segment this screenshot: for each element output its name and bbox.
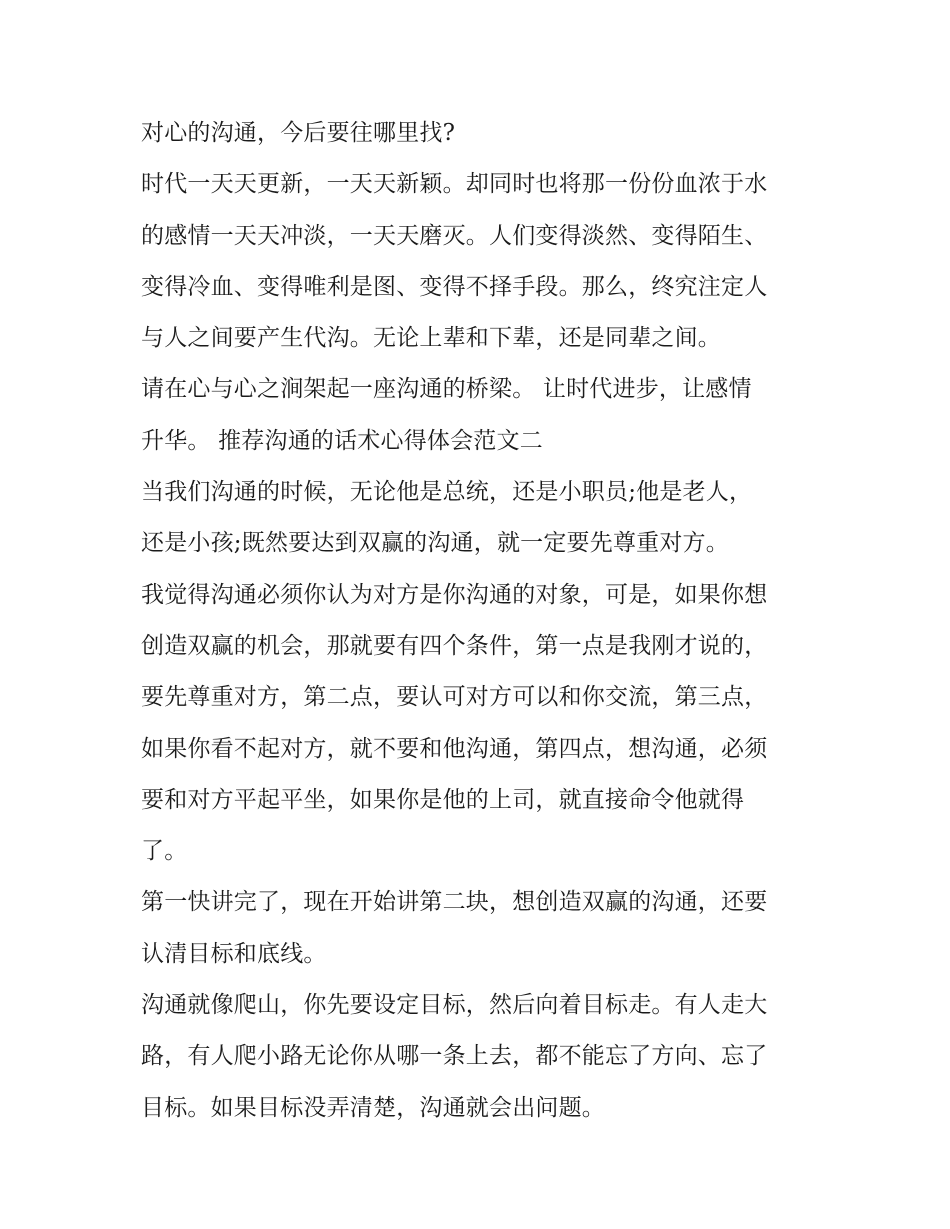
text-line: 路，有人爬小路无论你从哪一条上去，都不能忘了方向、忘了 <box>141 1043 768 1070</box>
paragraph-2 <box>141 159 821 364</box>
text-line: 的感情一天天冲淡，一天天磨灭。人们变得淡然、变得陌生、 <box>141 222 768 249</box>
text-line: 如果你看不起对方，就不要和他沟通，第四点，想沟通，必须 <box>141 735 768 762</box>
text-line: 请在心与心之涧架起一座沟通的桥梁。 让时代进步，让感情 <box>141 376 752 403</box>
text-line: 当我们沟通的时候，无论他是总统，还是小职员;他是老人， <box>141 479 753 506</box>
text-line: 要和对方平起平坐，如果你是他的上司，就直接命令他就得 <box>141 786 745 813</box>
text-line: 升华。 推荐沟通的话术心得体会范文二 <box>141 427 543 454</box>
document-body <box>141 108 821 1134</box>
paragraph-6 <box>141 877 821 980</box>
paragraph-3 <box>141 364 821 467</box>
text-line: 时代一天天更新，一天天新颖。却同时也将那一份份血浓于水 <box>141 171 768 198</box>
paragraph-4 <box>141 467 821 570</box>
text-line: 第一快讲完了，现在开始讲第二块，想创造双赢的沟通，还要 <box>141 889 768 916</box>
text-line: 我觉得沟通必须你认为对方是你沟通的对象，可是，如果你想 <box>141 581 768 608</box>
text-line: 对心的沟通，今后要往哪里找? <box>141 120 456 146</box>
text-line: 与人之间要产生代沟。无论上辈和下辈，还是同辈之间。 <box>141 325 721 352</box>
text-line: 还是小孩;既然要达到双赢的沟通，就一定要先尊重对方。 <box>141 530 729 557</box>
paragraph-1 <box>141 108 821 159</box>
text-line: 目标。如果目标没弄清楚，沟通就会出问题。 <box>141 1094 605 1121</box>
paragraph-5 <box>141 570 821 878</box>
text-line: 认清目标和底线。 <box>141 940 327 967</box>
text-line: 要先尊重对方，第二点，要认可对方可以和你交流，第三点， <box>141 684 768 711</box>
paragraph-7 <box>141 980 821 1134</box>
text-line: 变得冷血、变得唯利是图、变得不择手段。那么，终究注定人 <box>141 273 768 300</box>
text-line: 沟通就像爬山，你先要设定目标，然后向着目标走。有人走大 <box>141 992 768 1019</box>
text-line: 创造双赢的机会，那就要有四个条件，第一点是我刚才说的， <box>141 632 768 659</box>
text-line: 了。 <box>141 838 188 865</box>
